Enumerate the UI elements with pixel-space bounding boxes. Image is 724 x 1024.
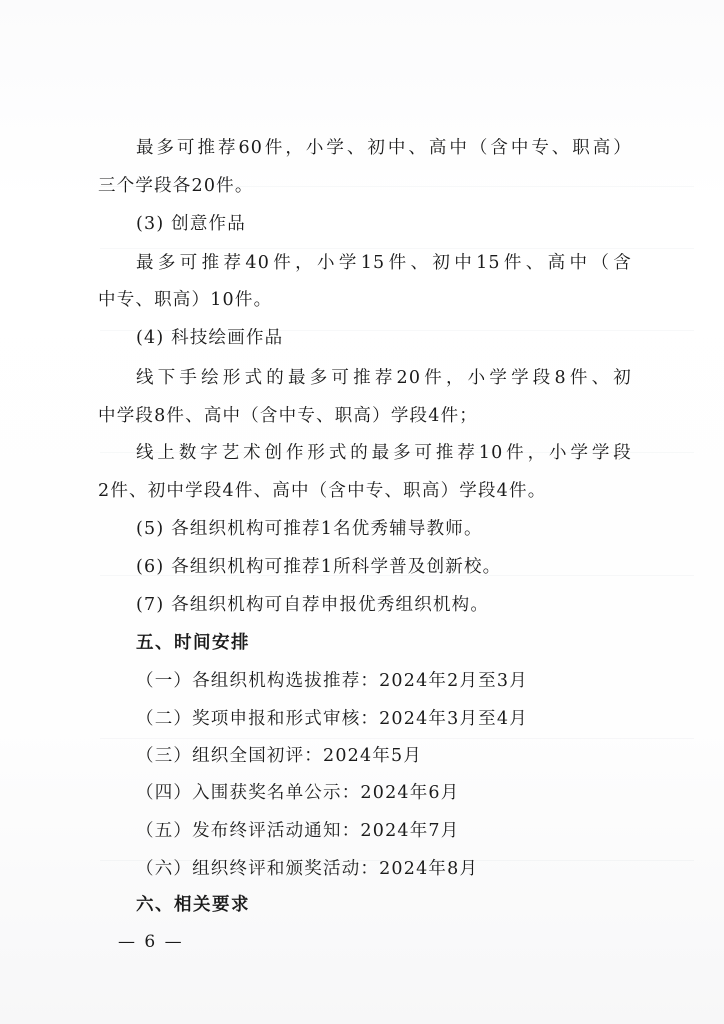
body-line: (5) 各组织机构可推荐1名优秀辅导教师。 <box>136 519 483 539</box>
section-heading: 六、相关要求 <box>136 895 250 915</box>
schedule-item: （四）入围获奖名单公示：2024年6月 <box>136 783 460 803</box>
page-number: — 6 — <box>118 932 184 952</box>
body-line: (6) 各组织机构可推荐1所科学普及创新校。 <box>136 557 502 577</box>
body-line: 中专、职高）10件。 <box>98 290 273 310</box>
body-line: 线下手绘形式的最多可推荐20件，小学学段8件、初 <box>136 368 632 388</box>
body-line: 线上数字艺术创作形式的最多可推荐10件，小学学段 <box>136 443 632 463</box>
body-line: 最多可推荐60件，小学、初中、高中（含中专、职高） <box>136 138 632 158</box>
schedule-item: （五）发布终评活动通知：2024年7月 <box>136 821 460 841</box>
body-line: 三个学段各20件。 <box>98 176 254 196</box>
scan-artifact <box>100 738 694 739</box>
schedule-item: （三）组织全国初评：2024年5月 <box>136 746 423 766</box>
body-line: 中学段8件、高中（含中专、职高）学段4件； <box>98 406 478 426</box>
body-line: 2件、初中学段4件、高中（含中专、职高）学段4件。 <box>98 481 547 501</box>
schedule-item: （六）组织终评和颁奖活动：2024年8月 <box>136 859 479 879</box>
schedule-item: （二）奖项申报和形式审核：2024年3月至4月 <box>136 709 528 729</box>
scan-artifact <box>100 248 694 249</box>
body-line: 最多可推荐40件，小学15件、初中15件、高中（含 <box>136 253 632 273</box>
schedule-item: （一）各组织机构选拔推荐：2024年2月至3月 <box>136 671 528 691</box>
body-line: (3) 创意作品 <box>136 214 246 234</box>
body-line: (7) 各组织机构可自荐申报优秀组织机构。 <box>136 595 490 615</box>
body-line: (4) 科技绘画作品 <box>136 328 284 348</box>
section-heading: 五、时间安排 <box>136 633 250 653</box>
